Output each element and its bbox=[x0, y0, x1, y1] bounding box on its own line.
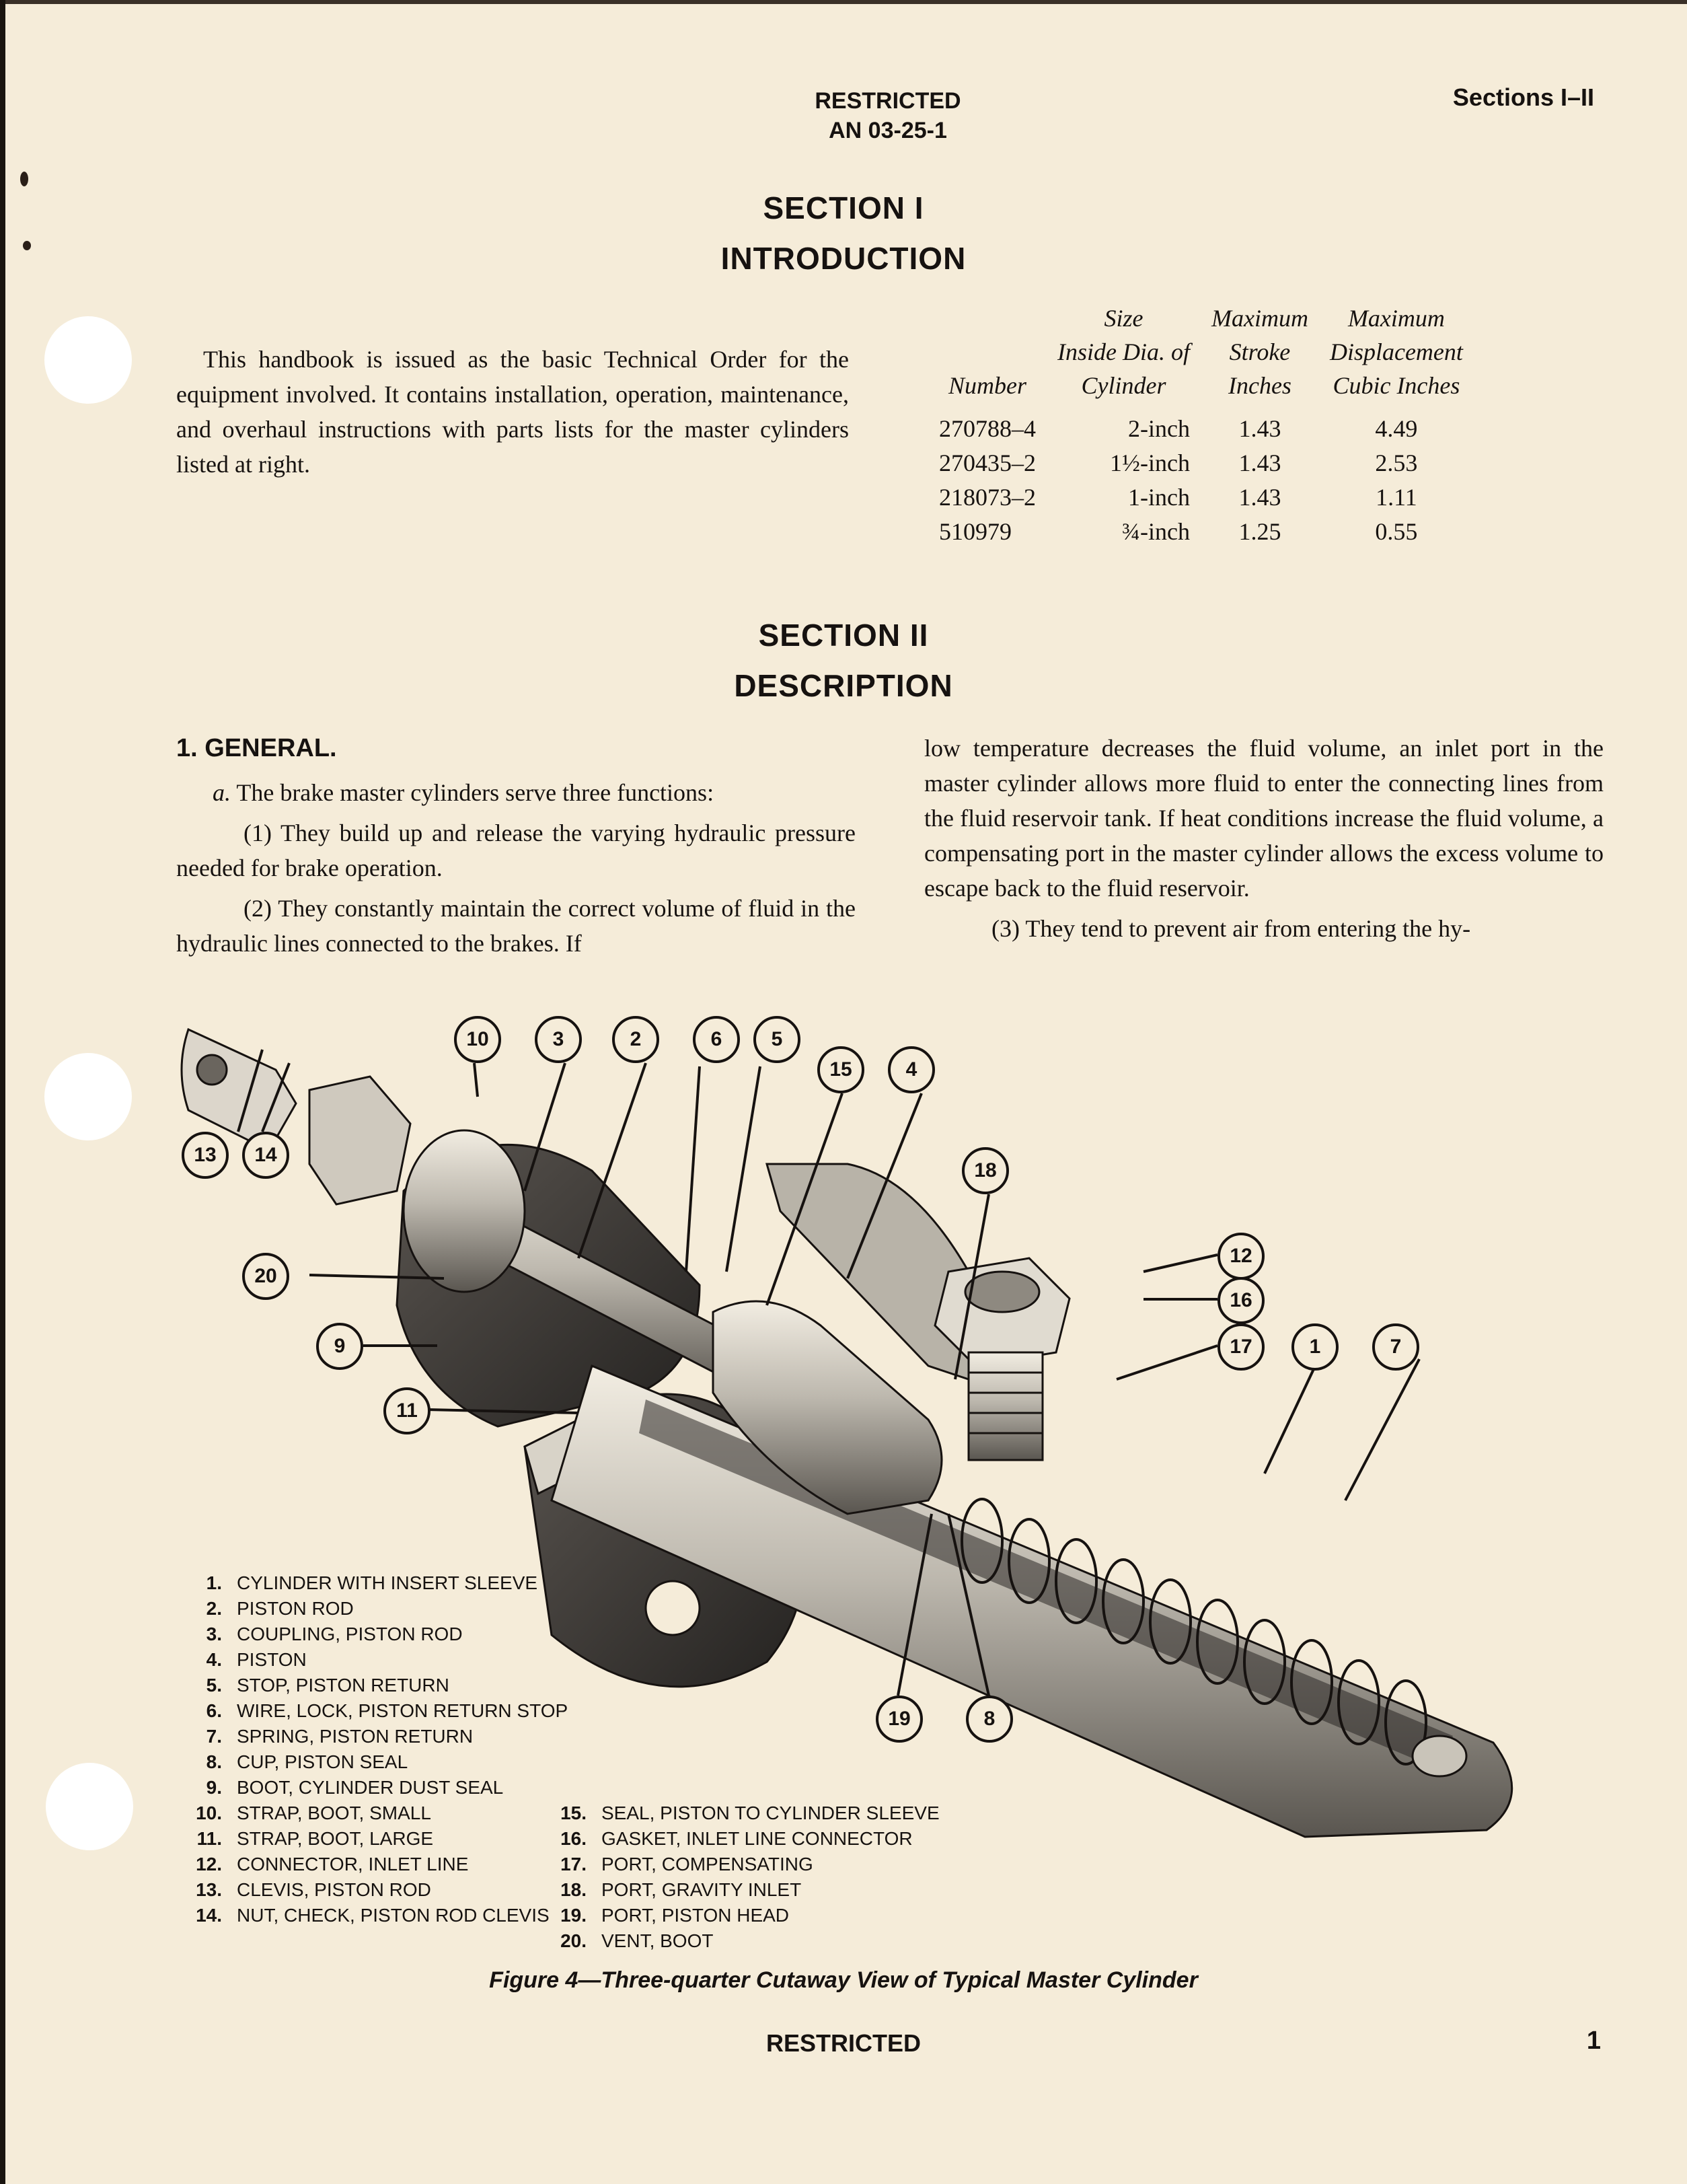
legend-number: 4. bbox=[206, 1649, 222, 1670]
legend-label: WIRE, LOCK, PISTON RETURN STOP bbox=[237, 1700, 568, 1721]
cell-size: ¾-inch bbox=[1122, 518, 1190, 545]
callout-19: 19 bbox=[876, 1696, 923, 1743]
table-row bbox=[928, 515, 1474, 549]
callout-8: 8 bbox=[966, 1696, 1013, 1743]
legend-item bbox=[174, 1596, 568, 1622]
callout-11: 11 bbox=[383, 1387, 430, 1434]
legend-label: PORT, PISTON HEAD bbox=[601, 1905, 790, 1926]
disp-header-line2: Displacement bbox=[1329, 338, 1463, 365]
cell-stroke: 1.43 bbox=[1238, 415, 1281, 442]
legend-item bbox=[538, 1877, 940, 1903]
legend-number: 3. bbox=[206, 1624, 222, 1644]
callout-2: 2 bbox=[612, 1016, 659, 1063]
legend-number: 15. bbox=[560, 1803, 587, 1823]
page-number: 1 bbox=[1586, 2027, 1601, 2055]
text-column-right bbox=[924, 731, 1604, 946]
legend-number: 10. bbox=[196, 1803, 222, 1823]
legend-item bbox=[174, 1570, 568, 1596]
col-header-size bbox=[1047, 301, 1201, 402]
legend-label: PISTON ROD bbox=[237, 1598, 354, 1619]
legend-item bbox=[174, 1826, 568, 1852]
legend-item bbox=[538, 1903, 940, 1928]
footer-classification: RESTRICTED bbox=[765, 2029, 921, 2057]
legend-item bbox=[538, 1928, 940, 1954]
legend-number: 11. bbox=[196, 1828, 222, 1849]
callout-9: 9 bbox=[316, 1323, 363, 1370]
legend-label: SEAL, PISTON TO CYLINDER SLEEVE bbox=[601, 1803, 940, 1823]
parts-legend-left bbox=[174, 1570, 568, 1928]
legend-number: 5. bbox=[206, 1675, 222, 1696]
legend-label: PORT, GRAVITY INLET bbox=[601, 1879, 802, 1900]
para-a-label: a. bbox=[213, 779, 231, 806]
margin-mark bbox=[20, 172, 28, 186]
section2-title: DESCRIPTION bbox=[734, 668, 953, 703]
item-2-start: (2) They constantly maintain the correct volume of fluid in the hydraulic lines connected to the brakes. If bbox=[176, 895, 856, 957]
legend-item bbox=[174, 1698, 568, 1724]
legend-label: CYLINDER WITH INSERT SLEEVE bbox=[237, 1572, 538, 1593]
legend-label: SPRING, PISTON RETURN bbox=[237, 1726, 474, 1747]
size-header-line3: Cylinder bbox=[1081, 372, 1166, 399]
punch-hole-bottom bbox=[46, 1763, 133, 1850]
legend-number: 8. bbox=[206, 1751, 222, 1772]
legend-label: COUPLING, PISTON ROD bbox=[237, 1624, 463, 1644]
table-row bbox=[928, 480, 1474, 515]
callout-16: 16 bbox=[1217, 1277, 1265, 1324]
callout-10: 10 bbox=[454, 1016, 501, 1063]
figure-caption: Figure 4—Three-quarter Cutaway View of Typical Master Cylinder bbox=[489, 1967, 1198, 1993]
legend-item bbox=[538, 1826, 940, 1852]
punch-hole-top bbox=[44, 316, 132, 404]
intro-paragraph: This handbook is issued as the basic Technical Order for the equipment involved. It contains installation, operation, maintenance, and overhaul instructions with parts lists for the master cylinders listed at right. bbox=[176, 346, 849, 478]
legend-item bbox=[538, 1800, 940, 1826]
header-document-number: AN 03-25-1 bbox=[829, 118, 947, 143]
section1-number: SECTION I bbox=[763, 190, 924, 225]
callout-12: 12 bbox=[1217, 1233, 1265, 1280]
legend-item bbox=[174, 1852, 568, 1877]
legend-number: 16. bbox=[560, 1828, 587, 1849]
cell-size: 1-inch bbox=[1128, 484, 1190, 511]
legend-label: STRAP, BOOT, SMALL bbox=[237, 1803, 431, 1823]
legend-item bbox=[174, 1749, 568, 1775]
legend-label: PISTON bbox=[237, 1649, 307, 1670]
cell-stroke: 1.43 bbox=[1238, 449, 1281, 476]
cell-displacement: 2.53 bbox=[1375, 449, 1418, 476]
legend-label: BOOT, CYLINDER DUST SEAL bbox=[237, 1777, 504, 1798]
legend-item bbox=[174, 1724, 568, 1749]
table-row bbox=[928, 446, 1474, 480]
legend-item bbox=[174, 1622, 568, 1647]
callout-7: 7 bbox=[1372, 1323, 1419, 1371]
legend-item bbox=[538, 1852, 940, 1877]
header-classification: RESTRICTED bbox=[815, 88, 961, 114]
table-row bbox=[928, 412, 1474, 446]
callout-4: 4 bbox=[888, 1046, 935, 1093]
legend-item bbox=[174, 1903, 568, 1928]
table-header-row bbox=[928, 301, 1474, 402]
cell-displacement: 1.11 bbox=[1376, 484, 1417, 511]
cell-number: 270788–4 bbox=[939, 415, 1036, 442]
legend-number: 17. bbox=[560, 1854, 587, 1874]
legend-item bbox=[174, 1877, 568, 1903]
callout-14: 14 bbox=[242, 1132, 289, 1179]
stroke-header-line3: Inches bbox=[1228, 372, 1291, 399]
callout-18: 18 bbox=[962, 1147, 1009, 1194]
size-header-line1: Size bbox=[1104, 305, 1144, 332]
legend-label: CUP, PISTON SEAL bbox=[237, 1751, 408, 1772]
legend-number: 18. bbox=[560, 1879, 587, 1900]
legend-number: 13. bbox=[196, 1879, 222, 1900]
callout-1: 1 bbox=[1291, 1323, 1339, 1371]
item-1: (1) They build up and release the varying hydraulic pressure needed for brake operation. bbox=[176, 820, 856, 881]
cell-number: 270435–2 bbox=[939, 449, 1036, 476]
cell-size: 1½-inch bbox=[1110, 449, 1190, 476]
legend-item bbox=[174, 1800, 568, 1826]
parts-legend-right bbox=[538, 1800, 940, 1954]
stroke-header-line2: Stroke bbox=[1229, 338, 1291, 365]
disp-header-line3: Cubic Inches bbox=[1333, 372, 1460, 399]
legend-label: PORT, COMPENSATING bbox=[601, 1854, 813, 1874]
text-column-left bbox=[176, 731, 856, 961]
legend-item bbox=[174, 1775, 568, 1800]
size-header-line2: Inside Dia. of bbox=[1057, 338, 1190, 365]
callout-13: 13 bbox=[182, 1132, 229, 1179]
legend-number: 9. bbox=[206, 1777, 222, 1798]
legend-number: 20. bbox=[560, 1930, 587, 1951]
callout-3: 3 bbox=[535, 1016, 582, 1063]
cell-displacement: 4.49 bbox=[1375, 415, 1418, 442]
paragraph-heading-general: 1. GENERAL. bbox=[176, 734, 337, 762]
page-left-edge bbox=[0, 0, 5, 2184]
legend-number: 19. bbox=[560, 1905, 587, 1926]
paragraph-a bbox=[176, 775, 856, 810]
callout-6: 6 bbox=[693, 1016, 740, 1063]
page-top-edge bbox=[0, 0, 1687, 4]
legend-label: VENT, BOOT bbox=[601, 1930, 714, 1951]
legend-number: 1. bbox=[206, 1572, 222, 1593]
cell-number: 510979 bbox=[939, 518, 1012, 545]
cell-size: 2-inch bbox=[1128, 415, 1190, 442]
item-2-continued: low temperature decreases the fluid volume, an inlet port in the master cylinder allows more fluid to enter the connecting lines from the fluid reservoir tank. If heat conditions increase the fluid volume, a compensating port in the master cylinder allows the excess volume to escape back to the fluid reservoir. bbox=[924, 735, 1604, 902]
punch-hole-middle bbox=[44, 1053, 132, 1140]
legend-number: 14. bbox=[196, 1905, 222, 1926]
legend-number: 2. bbox=[206, 1598, 222, 1619]
legend-label: STRAP, BOOT, LARGE bbox=[237, 1828, 434, 1849]
para-a-text: The brake master cylinders serve three functions: bbox=[231, 779, 714, 806]
legend-label: CONNECTOR, INLET LINE bbox=[237, 1854, 469, 1874]
header-sections-label: Sections I–II bbox=[1452, 83, 1594, 111]
item-3-start: (3) They tend to prevent air from entering the hy- bbox=[991, 915, 1471, 942]
section1-title: INTRODUCTION bbox=[720, 241, 967, 276]
legend-number: 7. bbox=[206, 1726, 222, 1747]
callout-20: 20 bbox=[242, 1253, 289, 1300]
cell-stroke: 1.43 bbox=[1238, 484, 1281, 511]
section1-intro bbox=[176, 342, 849, 482]
col-header-stroke bbox=[1201, 301, 1319, 402]
col-header-displacement bbox=[1319, 301, 1474, 402]
legend-item bbox=[174, 1647, 568, 1673]
master-cylinder-spec-table bbox=[928, 301, 1474, 549]
callout-17: 17 bbox=[1217, 1323, 1265, 1371]
legend-number: 6. bbox=[206, 1700, 222, 1721]
cell-number: 218073–2 bbox=[939, 484, 1036, 511]
legend-label: STOP, PISTON RETURN bbox=[237, 1675, 449, 1696]
callout-15: 15 bbox=[817, 1046, 864, 1093]
disp-header-line1: Maximum bbox=[1347, 305, 1445, 332]
legend-label: NUT, CHECK, PISTON ROD CLEVIS bbox=[237, 1905, 550, 1926]
legend-item bbox=[174, 1673, 568, 1698]
cell-displacement: 0.55 bbox=[1375, 518, 1418, 545]
section2-number: SECTION II bbox=[758, 618, 929, 653]
running-header bbox=[740, 86, 1036, 145]
callout-5: 5 bbox=[753, 1016, 800, 1063]
legend-number: 12. bbox=[196, 1854, 222, 1874]
legend-label: GASKET, INLET LINE CONNECTOR bbox=[601, 1828, 913, 1849]
cell-stroke: 1.25 bbox=[1238, 518, 1281, 545]
col-header-number: Number bbox=[948, 372, 1026, 399]
stroke-header-line1: Maximum bbox=[1211, 305, 1308, 332]
legend-label: CLEVIS, PISTON ROD bbox=[237, 1879, 431, 1900]
